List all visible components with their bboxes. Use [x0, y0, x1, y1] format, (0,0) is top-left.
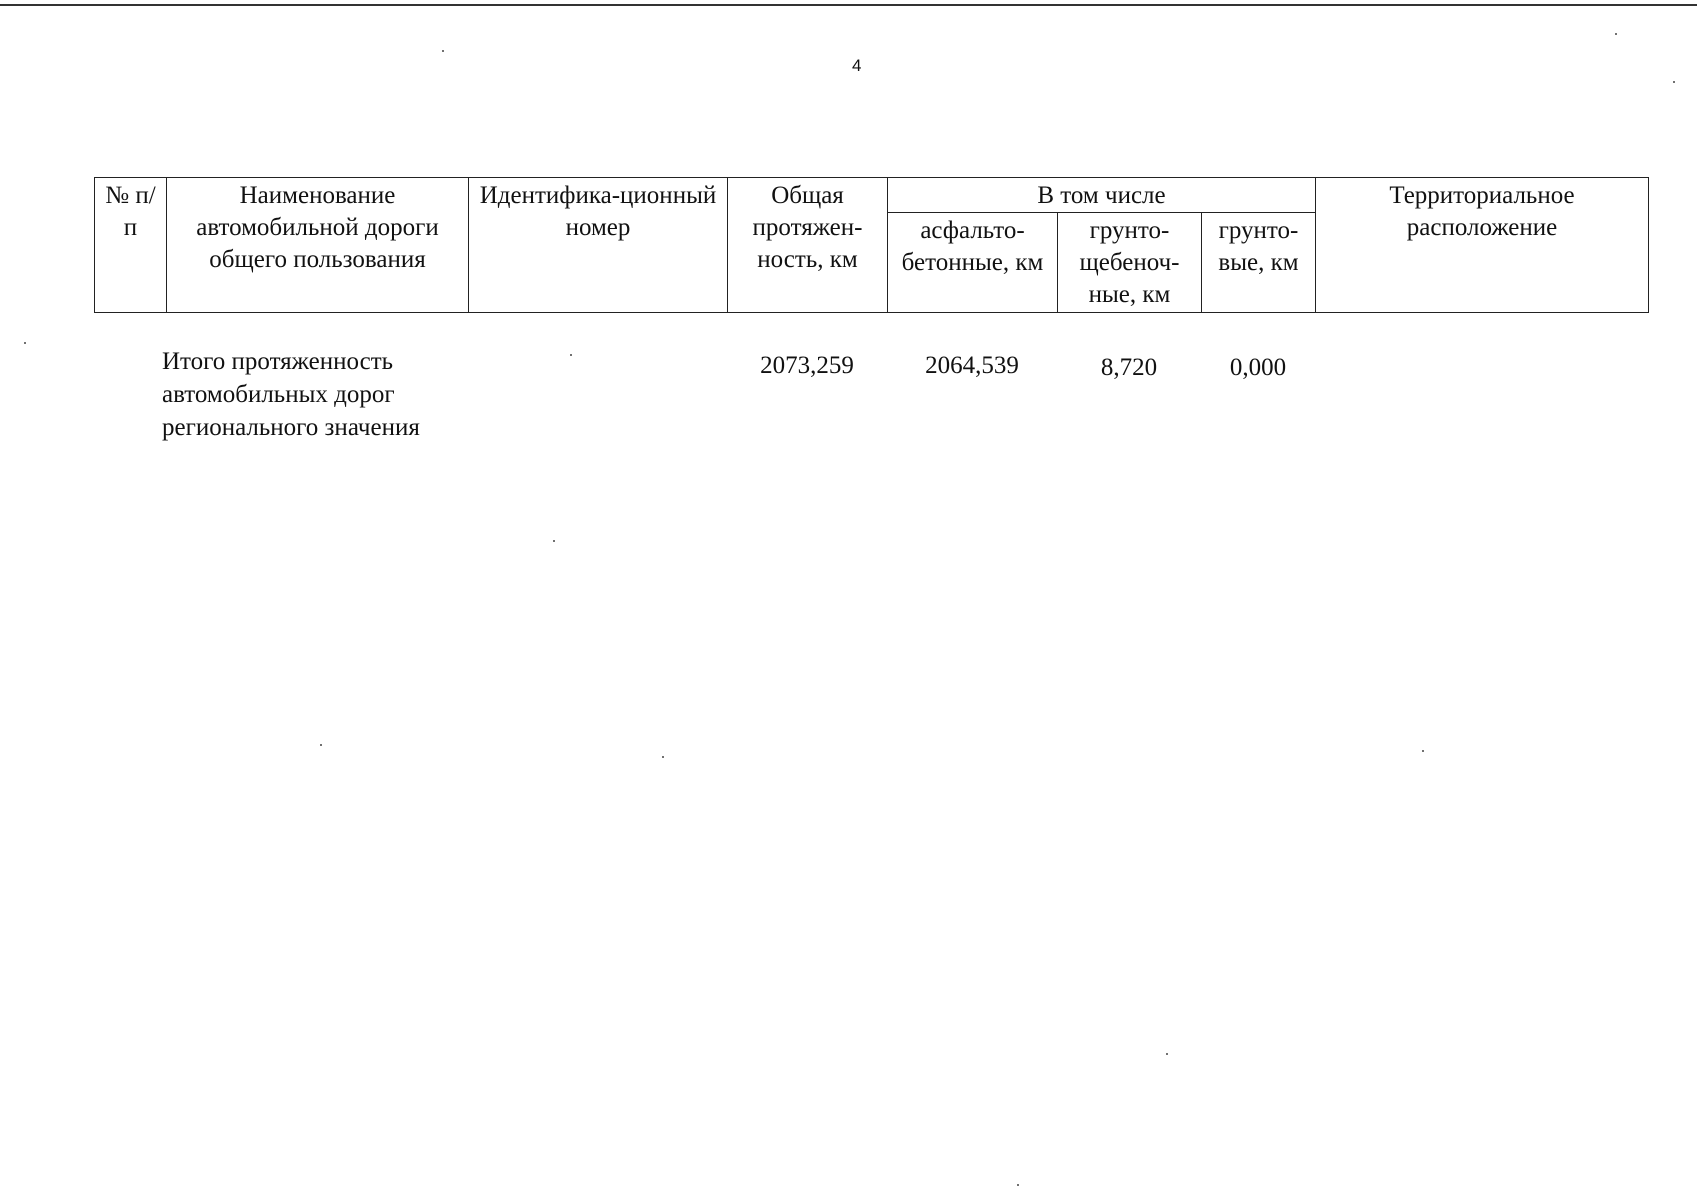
header-identification-number: Идентифика-ционный номер: [469, 178, 728, 313]
header-including: В том числе: [888, 178, 1316, 213]
header-territorial-location: Территориальное расположение: [1316, 178, 1649, 313]
scan-speck: [1422, 750, 1424, 752]
totals-label: Итого протяженность автомобильных дорог регионального значения: [162, 348, 420, 441]
scan-speck: [553, 540, 555, 542]
header-dirt: грунто-вые, км: [1202, 213, 1316, 313]
header-road-name: Наименование автомобильной дороги общего пользования: [167, 178, 469, 313]
scan-speck: [24, 342, 26, 344]
roads-header-table: [94, 177, 1649, 313]
scan-speck: [1166, 1053, 1168, 1055]
scan-speck: [1673, 81, 1675, 83]
header-asphalt: асфальто-бетонные, км: [888, 213, 1058, 313]
totals-total-length: 2073,259: [760, 352, 854, 379]
header-gravel: грунто-щебеноч-ные, км: [1058, 213, 1202, 313]
totals-dirt: 0,000: [1229, 354, 1287, 381]
scan-speck: [570, 354, 572, 356]
header-row-number: № п/п: [95, 178, 167, 313]
totals-gravel: 8,720: [1100, 354, 1158, 381]
scan-speck: [1615, 33, 1617, 35]
scan-speck: [1017, 1184, 1019, 1186]
scan-speck: [442, 50, 444, 52]
scan-speck: [320, 744, 322, 746]
page-number: 4: [852, 56, 862, 75]
header-total-length: Общая протяжен-ность, км: [728, 178, 888, 313]
top-rule: [0, 4, 1697, 6]
scan-speck: [662, 756, 664, 758]
totals-asphalt: 2064,539: [925, 352, 1019, 379]
